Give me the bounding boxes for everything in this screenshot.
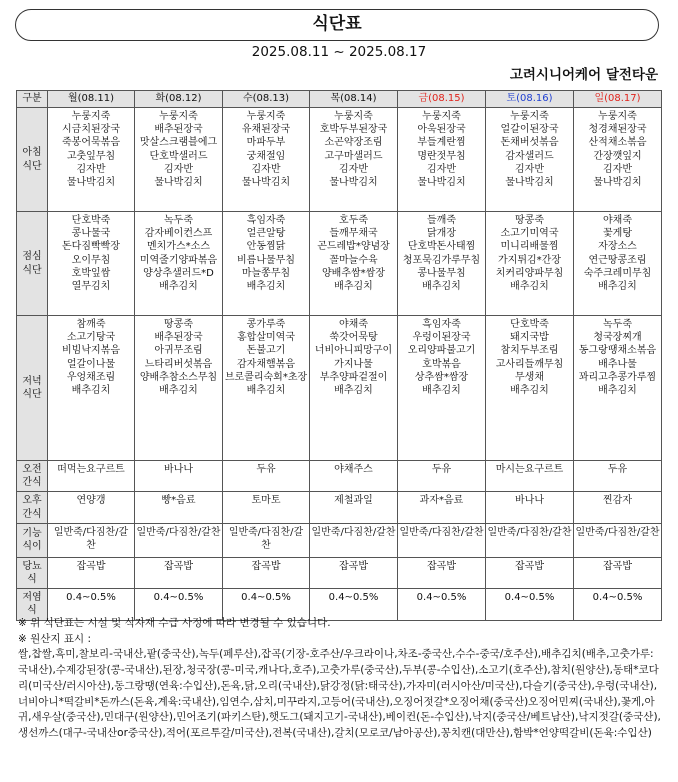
row-label-line: 간식 [22, 508, 42, 520]
header-day-thu: 목(08.14) [310, 91, 398, 108]
menu-item: 무생채 [515, 371, 544, 383]
menu-item: 우엉채조림 [66, 371, 116, 383]
menu-item: 부들계란찜 [417, 137, 466, 149]
menu-cell-wed [223, 461, 310, 492]
row-label-line: 점심 [22, 251, 42, 263]
menu-item: 두유 [431, 464, 452, 475]
menu-item: 고춧잎무침 [66, 150, 116, 162]
row-label-line: 식이 [22, 541, 42, 553]
header-day-sat: 토(08.16) [486, 91, 574, 108]
menu-item: 곤드레밥*양념장 [317, 241, 390, 253]
menu-item: 소고기탕국 [66, 332, 116, 344]
menu-item: 쑥갓어묵탕 [329, 332, 378, 344]
menu-item: 배추김치 [159, 385, 198, 397]
menu-item: 숙주크레미무침 [583, 267, 652, 279]
row-label [17, 108, 48, 212]
menu-item: 배추김치 [598, 385, 637, 397]
menu-item: 야채죽 [339, 319, 368, 330]
menu-item: 일반죽/다짐찬/갈찬 [53, 526, 129, 552]
notes-change-notice: ※ 위 식단표는 시설 및 식자재 수급 사정에 따라 변경될 수 있습니다. [18, 617, 331, 629]
menu-cell-tue [135, 316, 223, 461]
menu-item: 콩가루죽 [246, 319, 286, 330]
row-label-line: 식단 [22, 264, 42, 276]
menu-item: 흑임자죽 [246, 215, 286, 226]
menu-item: 바나나 [515, 495, 544, 507]
menu-item: 명란젓무침 [417, 150, 466, 162]
row-label-line: 식단 [22, 389, 42, 400]
table-row [17, 461, 662, 492]
menu-item: 브로콜리숙회*초장 [224, 371, 308, 383]
menu-item: 배추김치 [159, 281, 198, 293]
menu-item: 물나박김치 [593, 177, 642, 189]
menu-item: 맛살스크램블에그 [139, 137, 218, 149]
menu-item: 바나나 [164, 464, 193, 475]
menu-cell-fri [398, 557, 486, 588]
menu-item: 돼지국밥 [510, 332, 549, 344]
row-label-line: 식 [27, 605, 37, 617]
menu-item: 단호박죽 [71, 215, 111, 226]
menu-item: 참깨죽 [76, 319, 106, 330]
menu-item: 참치두부조림 [500, 345, 559, 357]
menu-item: 잡곡밥 [164, 560, 193, 572]
menu-item: 물나박김치 [417, 177, 466, 189]
menu-item: 배추김치 [422, 385, 461, 397]
menu-cell-fri [398, 316, 486, 461]
row-label-line: 아침 [22, 147, 42, 159]
menu-item: 홍합살미역국 [237, 332, 295, 344]
header-day-tue: 화(08.12) [135, 91, 223, 108]
menu-cell-tue [135, 492, 223, 523]
menu-item: 마파두부 [246, 137, 286, 149]
menu-item: 빵*음료 [161, 495, 196, 507]
menu-item: 배추김치 [71, 385, 111, 397]
period-text: 2025.08.11 ~ 2025.08.17 [251, 44, 427, 60]
notes-section [18, 616, 662, 742]
menu-item: 감자베이컨스프 [144, 228, 213, 240]
row-label-line: 식 [27, 574, 37, 586]
menu-item: 들깨무채국 [329, 228, 378, 240]
menu-item: 배추김치 [334, 385, 373, 397]
menu-item: 0.4~0.5% [153, 592, 204, 604]
menu-item: 배추김치 [334, 281, 373, 293]
menu-item: 0.4~0.5% [241, 592, 291, 604]
menu-item: 김자반 [603, 163, 632, 175]
table-header-row [17, 91, 662, 108]
row-label-line: 식단 [22, 160, 42, 172]
menu-item: 일반죽/다짐찬/갈찬 [575, 526, 660, 538]
menu-item: 배추나물 [598, 358, 637, 370]
menu-item: 물나박김치 [154, 177, 203, 189]
menu-item: 단호박죽 [510, 319, 549, 330]
menu-item: 토마토 [251, 495, 281, 507]
row-label-line: 오전 [22, 464, 42, 475]
menu-cell-mon [48, 108, 135, 212]
menu-item: 김자반 [339, 163, 368, 175]
menu-item: 누룽지죽 [159, 111, 198, 122]
menu-item: 자장소스 [598, 241, 637, 253]
menu-item: 소곤약장조림 [324, 137, 383, 149]
menu-item: 마시는요구르트 [495, 464, 564, 475]
row-label [17, 316, 48, 461]
menu-cell-fri [398, 212, 486, 316]
menu-cell-fri [398, 492, 486, 523]
menu-item: 청국장찌개 [593, 332, 642, 344]
menu-item: 땅콩죽 [164, 319, 193, 330]
menu-item: 배추김치 [246, 281, 286, 293]
menu-item: 물나박김치 [505, 177, 554, 189]
menu-cell-sun [574, 212, 662, 316]
menu-cell-mon [48, 557, 135, 588]
table-row [17, 108, 662, 212]
row-label-line: 오후 [22, 495, 42, 507]
menu-item: 호박볶음 [422, 358, 461, 370]
menu-item: 배추김치 [510, 281, 549, 293]
menu-cell-thu [310, 316, 398, 461]
header-day-wed: 수(08.13) [223, 91, 310, 108]
menu-item: 녹두죽 [164, 215, 193, 226]
menu-item: 누룽지죽 [598, 111, 637, 122]
menu-item: 잡곡밥 [339, 560, 368, 572]
menu-item: 배추김치 [510, 385, 549, 397]
menu-cell-sat [486, 212, 574, 316]
menu-cell-wed [223, 316, 310, 461]
menu-item: 일반죽/다짐찬/갈찬 [228, 526, 304, 552]
menu-cell-tue [135, 461, 223, 492]
menu-item: 단호박샐러드 [149, 150, 208, 162]
menu-item: 호두죽 [339, 215, 368, 226]
menu-item: 콩나물국 [71, 228, 111, 240]
menu-cell-mon [48, 316, 135, 461]
menu-item: 야채죽 [603, 215, 632, 226]
menu-item: 죽봉어묵볶음 [62, 137, 120, 149]
menu-cell-mon [48, 492, 135, 523]
menu-item: 김자반 [427, 163, 456, 175]
menu-item: 부추양파겉절이 [319, 371, 388, 383]
menu-cell-sun [574, 523, 662, 557]
menu-cell-thu [310, 461, 398, 492]
menu-item: 가지튀김*간장 [498, 254, 561, 266]
notes-origin-title: ※ 원산지 표시 : [18, 632, 92, 645]
menu-cell-thu [310, 557, 398, 588]
menu-cell-sat [486, 316, 574, 461]
menu-item: 감자샐러드 [505, 150, 554, 162]
menu-item: 안동찜닭 [246, 241, 286, 253]
menu-cell-mon [48, 212, 135, 316]
menu-item: 꼴마늘수육 [329, 254, 378, 266]
menu-cell-fri [398, 523, 486, 557]
menu-item: 김자반 [76, 163, 106, 175]
menu-item: 감자채햄볶음 [237, 358, 295, 370]
menu-item: 제철과일 [334, 495, 373, 507]
menu-cell-wed [223, 212, 310, 316]
menu-item: 찐감자 [603, 495, 632, 507]
row-label-line: 간식 [22, 477, 42, 489]
menu-item: 두유 [256, 464, 276, 475]
menu-item: 치커리양파무침 [495, 267, 564, 279]
menu-item: 배추김치 [246, 385, 286, 397]
menu-item: 멘치가스*소스 [147, 241, 210, 253]
menu-item: 열무김치 [71, 281, 111, 293]
menu-item: 비름나물무침 [237, 254, 295, 266]
menu-item: 0.4~0.5% [328, 592, 379, 604]
table-row [17, 557, 662, 588]
menu-item: 물나박김치 [241, 177, 291, 189]
menu-item: 얼큰알탕 [246, 228, 286, 240]
menu-item: 아귀무조림 [154, 345, 203, 357]
menu-cell-wed [223, 492, 310, 523]
menu-item: 과자*음료 [419, 495, 464, 507]
menu-item: 미역줄기양파볶음 [139, 254, 218, 266]
row-label [17, 461, 48, 492]
header-day-mon: 월(08.11) [48, 91, 135, 108]
menu-item: 누룽지죽 [422, 111, 461, 122]
menu-cell-tue [135, 212, 223, 316]
menu-item: 땅콩죽 [515, 215, 544, 226]
menu-cell-sun [574, 461, 662, 492]
row-label-line: 기능 [22, 528, 42, 540]
menu-item: 잡곡밥 [515, 560, 544, 572]
menu-cell-sun [574, 557, 662, 588]
menu-cell-wed [223, 557, 310, 588]
menu-item: 아욱된장국 [417, 124, 466, 136]
menu-item: 들깨죽 [427, 215, 456, 226]
menu-item: 콩나물무침 [417, 267, 466, 279]
menu-item: 흑임자죽 [422, 319, 461, 330]
menu-cell-sun [574, 108, 662, 212]
menu-item: 산적채소볶음 [588, 137, 647, 149]
menu-item: 0.4~0.5% [416, 592, 467, 604]
menu-item: 청경채된장국 [588, 124, 647, 136]
table-row [17, 492, 662, 523]
menu-item: 고사리들깨무침 [495, 358, 564, 370]
menu-item: 잡곡밥 [427, 560, 456, 572]
menu-item: 일반죽/다짐찬/갈찬 [487, 526, 572, 538]
meal-table [16, 90, 662, 621]
menu-item: 오이무침 [71, 254, 111, 266]
menu-item: 일반죽/다짐찬/갈찬 [136, 526, 221, 538]
menu-item: 배추된장국 [154, 124, 203, 136]
menu-item: 배추김치 [422, 281, 461, 293]
menu-item: 얼갈이된장국 [500, 124, 559, 136]
menu-item: 우렁이된장국 [412, 332, 471, 344]
menu-cell-mon [48, 523, 135, 557]
menu-item: 꽈리고추콩가루찜 [578, 371, 657, 383]
menu-item: 미니리배물찜 [500, 241, 559, 253]
menu-item: 0.4~0.5% [66, 592, 116, 604]
menu-cell-wed [223, 523, 310, 557]
table-row [17, 523, 662, 557]
menu-item: 양배추참소스무침 [139, 371, 218, 383]
menu-cell-sat [486, 523, 574, 557]
row-label-line: 당뇨 [22, 560, 42, 572]
menu-cell-tue [135, 523, 223, 557]
menu-item: 궁채절임 [246, 150, 286, 162]
menu-item: 0.4~0.5% [504, 592, 555, 604]
menu-cell-thu [310, 523, 398, 557]
menu-item: 김자반 [251, 163, 281, 175]
menu-item: 잡곡밥 [251, 560, 281, 572]
header-label: 구분 [17, 91, 48, 108]
menu-item: 일반죽/다짐찬/갈찬 [311, 526, 396, 538]
menu-item: 야채주스 [334, 464, 373, 475]
menu-item: 연양갱 [76, 495, 106, 507]
menu-cell-sun [574, 316, 662, 461]
menu-item: 호박잎쌈 [71, 267, 111, 279]
row-label [17, 492, 48, 523]
menu-item: 시금치된장국 [62, 124, 120, 136]
menu-cell-sat [486, 108, 574, 212]
menu-item: 양배추쌈*쌈장 [322, 267, 385, 279]
menu-cell-mon [48, 461, 135, 492]
menu-cell-wed [223, 108, 310, 212]
menu-item: 비빔낙지볶음 [62, 345, 120, 357]
menu-cell-tue [135, 557, 223, 588]
menu-cell-sat [486, 557, 574, 588]
table-row [17, 316, 662, 461]
header-day-sun: 일(08.17) [574, 91, 662, 108]
menu-item: 양상추샐러드*D [143, 267, 214, 279]
menu-item: 물나박김치 [66, 177, 116, 189]
menu-item: 단호박돈사태찜 [407, 241, 476, 253]
menu-item: 배추김치 [598, 281, 637, 293]
menu-cell-thu [310, 108, 398, 212]
menu-cell-sun [574, 492, 662, 523]
menu-cell-fri [398, 461, 486, 492]
menu-item: 얼갈이나물 [66, 358, 116, 370]
menu-item: 가지나물 [334, 358, 373, 370]
menu-item: 돈채버섯볶음 [500, 137, 559, 149]
menu-item: 돈불고기 [246, 345, 286, 357]
menu-item: 오리양파불고기 [407, 345, 476, 357]
menu-cell-fri [398, 108, 486, 212]
table-row [17, 212, 662, 316]
menu-item: 누룽지죽 [71, 111, 111, 122]
organization-name: 고려시니어케어 달전타운 [509, 67, 658, 83]
notes-origin-text: 쌀,찹쌀,흑미,찰보리-국내산,팥(중국산),녹두(페루산),잡곡(기장-호주산/우크라이나,차조-중국산,수수-중국/호주산),배추김치(배추,고춧가루:국내산),수제강된장(콩-국내산),된장,청국장(콩-미국,캐나다,호주),고춧가루(중국산),두부(콩-수입산),소고기(호주산),참치(원양산),동태*코다리(미국산/러시아산),동그랑땡(연육:수입산),돈육,닭,오리(국내산),닭강정(닭:태국산),가자미(러시아산/미국산),다슬기(중국산),우렁(국내산),너비아니*떡갈비*돈까스(돈육,계육:국내산),임연수,삼치,미꾸라지,고등어(국내산),오징어젓갈*오징어채(중국산)오징어민찌(국내산),꽃게,아귀,새우살(중국산),민대구(원양산),민어조기(파키스탄),햇도그(돼지고기-국내산),베이컨(돈-수입산),낙지(중국산/베트남산),낙지젓갈(중국산),생선까스(대구-국내산or중국산),적어(포르투갈/미국산),전복(국내산),갈치(모로코/남아공산),꽁치캔(대만산),함박*언양떡갈비(돈육:수입산) [18, 648, 661, 739]
header-day-fri: 금(08.15) [398, 91, 486, 108]
menu-item: 잡곡밥 [603, 560, 632, 572]
menu-item: 연근땅콩조림 [588, 254, 647, 266]
menu-cell-sat [486, 461, 574, 492]
menu-item: 유채된장국 [241, 124, 291, 136]
row-label [17, 212, 48, 316]
page-title: 식단표 [15, 9, 659, 41]
menu-item: 배추된장국 [154, 332, 203, 344]
menu-item: 잡곡밥 [76, 560, 106, 572]
menu-item: 김자반 [515, 163, 544, 175]
menu-item: 고구마샐러드 [324, 150, 383, 162]
menu-item: 느타리버섯볶음 [144, 358, 213, 370]
menu-item: 닭개장 [427, 228, 456, 240]
row-label-line: 저염 [22, 592, 42, 604]
menu-item: 떠먹는요구르트 [57, 464, 125, 475]
menu-item: 0.4~0.5% [592, 592, 643, 604]
menu-item: 마늘쫑무침 [241, 267, 291, 279]
menu-item: 소고기미역국 [500, 228, 559, 240]
menu-cell-sat [486, 492, 574, 523]
menu-item: 김자반 [164, 163, 193, 175]
menu-item: 누룽지죽 [246, 111, 286, 122]
menu-item: 너비아니피망구이 [314, 345, 393, 357]
menu-item: 일반죽/다짐찬/갈찬 [399, 526, 484, 538]
menu-item: 물나박김치 [329, 177, 378, 189]
menu-cell-thu [310, 212, 398, 316]
row-label [17, 523, 48, 557]
menu-item: 동그랑땡채소볶음 [578, 345, 657, 357]
menu-item: 누룽지죽 [510, 111, 549, 122]
row-label-line: 저녁 [22, 375, 42, 387]
menu-item: 두유 [607, 464, 628, 475]
row-label [17, 557, 48, 588]
menu-item: 호박두부된장국 [319, 124, 388, 136]
menu-item: 돈다짐빡빡장 [62, 241, 120, 253]
menu-cell-tue [135, 108, 223, 212]
menu-item: 꽃게탕 [603, 228, 632, 240]
menu-cell-thu [310, 492, 398, 523]
menu-item: 간장깻잎지 [593, 150, 642, 162]
menu-item: 누룽지죽 [334, 111, 373, 122]
menu-item: 녹두죽 [603, 319, 632, 330]
menu-item: 청포묵김가루무침 [402, 254, 481, 266]
menu-item: 상추쌈*쌈장 [414, 371, 469, 383]
